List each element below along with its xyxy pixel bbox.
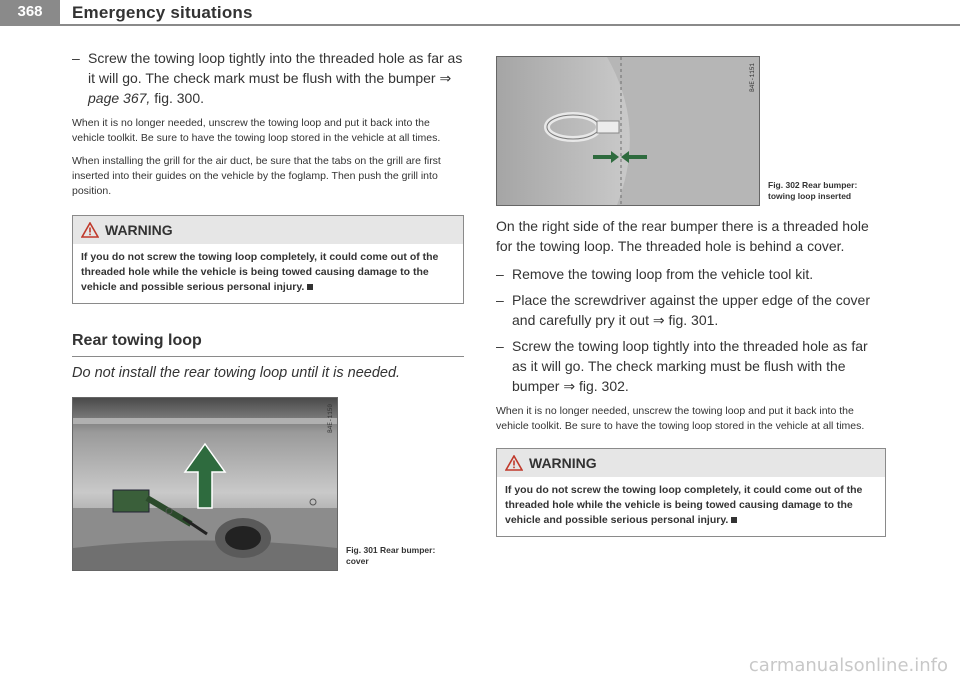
page-header [0,0,960,30]
step-text: Place the screwdriver against the upper edge of the cover and carefully pry it out ⇒ fig. 301. [512,292,870,328]
end-square-icon [307,284,313,290]
warning-header [497,449,885,477]
step-text: Remove the towing loop from the vehicle tool kit. [512,266,814,282]
image-code: B4E-1151 [749,63,756,92]
figure-caption: Fig. 302 Rear bumper: towing loop inserted [768,180,858,201]
step-item: – Screw the towing loop tightly into the threaded hole as far as it will go. The check marking must be flush with the bumper ⇒ fig. 302. [496,336,886,396]
warning-text: If you do not screw the towing loop completely, it could come out of the threaded hole while the vehicle is being towed causing damage to the vehicle and possible serious personal injury. [505,484,863,526]
heading-rule [72,356,464,357]
step-text: Screw the towing loop tightly into the threaded hole as far as it will go. The check mark must be flush with the bumper ⇒ page 367, fig. 300. [88,50,463,106]
section-heading: Rear towing loop [72,332,202,349]
page-xref-link[interactable]: page 367, [88,90,151,106]
figure-302 [496,56,886,206]
step-item: – Place the screwdriver against the upper edge of the cover and carefully pry it out ⇒ fig. 301. [496,290,886,330]
warning-title: WARNING [529,455,597,471]
paragraph: When it is no longer needed, unscrew the towing loop and put it back into the vehicle toolkit. Be sure to have the towing loop stored in the vehicle at all times. [72,117,441,144]
step-item [72,48,464,108]
warning-triangle-icon [505,455,523,471]
figure-caption: Fig. 301 Rear bumper: cover [346,545,436,566]
step-item: – Remove the towing loop from the vehicle tool kit. [496,266,814,282]
paragraph: When installing the grill for the air duct, be sure that the tabs on the grill are first inserted into their guides on the vehicle by the foglamp. Then push the grill into position. [72,155,441,197]
step-dash: – [72,50,80,66]
page-number: 368 [0,0,60,24]
warning-box [496,448,886,537]
figure-301 [72,397,464,571]
section-title: Emergency situations [72,3,253,22]
left-column [72,48,464,571]
header-rule [0,24,960,26]
image-code: B4E-1150 [327,404,334,433]
paragraph: When it is no longer needed, unscrew the towing loop and put it back into the vehicle toolkit. Be sure to have the towing loop stored in the vehicle at all times. [496,405,865,432]
paragraph: On the right side of the rear bumper there is a threaded hole for the towing loop. The threaded hole is behind a cover. [496,218,869,254]
warning-box [72,215,464,304]
section-subtitle: Do not install the rear towing loop until it is needed. [72,365,401,381]
warning-header [73,216,463,244]
rear-bumper-cover-photo [72,397,338,571]
right-column [496,56,886,537]
step-text: Screw the towing loop tightly into the threaded hole as far as it will go. The check marking must be flush with the bumper ⇒ fig. 302. [512,338,868,394]
watermark: carmanualsonline.info [748,655,948,676]
towing-loop-inserted-photo [496,56,760,206]
warning-title: WARNING [105,222,173,238]
end-square-icon [731,517,737,523]
fig-xref: fig. 300. [154,90,205,106]
warning-triangle-icon [81,222,99,238]
warning-text: If you do not screw the towing loop completely, it could come out of the threaded hole while the vehicle is being towed causing damage to the vehicle and possible serious personal injury. [81,251,439,293]
